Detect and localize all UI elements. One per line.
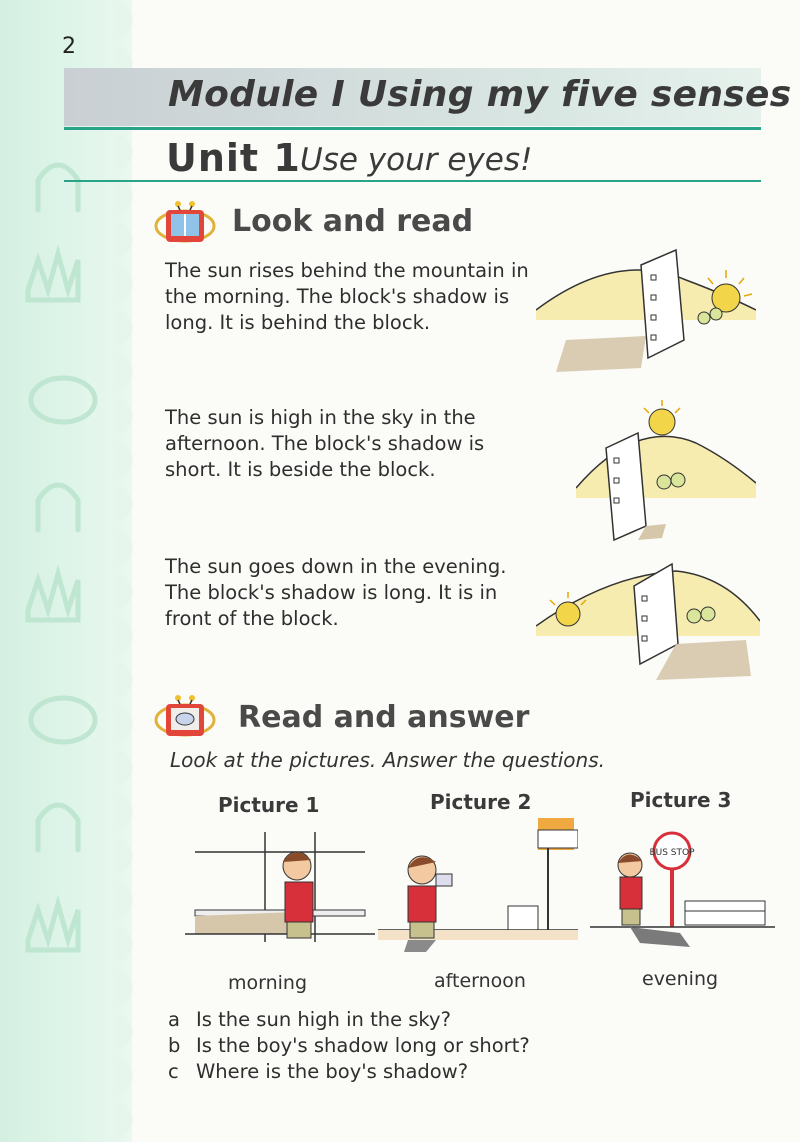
hand-icon-2 [28,574,78,620]
speaking-robot-icon [154,690,216,742]
picture-2-illustration [378,818,578,968]
paragraph-evening: The sun goes down in the evening. The block's shadow is long. It is in front of the block. [165,555,507,630]
module-divider [64,127,761,130]
module-title: Module I Using my five senses [168,74,792,115]
picture-3-illustration [590,825,775,965]
decorative-margin [0,0,132,1142]
picture-2-caption: afternoon [434,970,526,992]
picture-1-illustration [185,822,375,962]
question-a-text: Is the sun high in the sky? [196,1008,451,1031]
look-and-read-heading: Look and read [232,204,474,239]
paragraph-afternoon: The sun is high in the sky in the afternoon. The block's shadow is short. It is beside the block. [165,406,485,481]
question-b [168,1034,530,1057]
hand-icon-3 [28,904,78,950]
question-a [168,1008,451,1031]
ear-icon-2 [31,698,95,742]
question-c [168,1060,468,1083]
morning-scene-illustration [536,240,756,380]
paragraph-morning: The sun rises behind the mountain in the morning. The block's shadow is long. It is behind the block. [165,259,529,334]
margin-pattern-icons [8,140,118,1040]
ear-icon [31,378,95,422]
question-a-letter: a [168,1008,180,1031]
bus-stop-sign-text: BUS STOP [649,848,695,858]
picture-3-caption: evening [642,968,719,990]
unit-title: Use your eyes! [300,142,533,178]
read-and-answer-heading: Read and answer [238,700,530,735]
picture-2-label: Picture 2 [430,790,532,814]
headphones-icon [38,165,78,210]
question-b-text: Is the boy's shadow long or short? [196,1034,530,1057]
evening-scene-illustration [536,556,760,686]
picture-3-label: Picture 3 [630,788,732,812]
picture-1-label: Picture 1 [218,793,320,817]
headphones-icon-3 [38,805,78,850]
unit-divider [64,180,761,182]
unit-label: Unit 1 [166,136,301,180]
book-robot-icon [154,196,216,248]
instruction-text: Look at the pictures. Answer the questions. [170,748,605,772]
picture-1-caption: morning [228,972,308,994]
hand-icon [28,254,78,300]
afternoon-scene-illustration [576,398,756,548]
question-b-letter: b [168,1034,181,1057]
page-number: 2 [62,34,76,59]
question-c-text: Where is the boy's shadow? [196,1060,469,1083]
question-c-letter: c [168,1060,179,1083]
headphones-icon-2 [38,485,78,530]
